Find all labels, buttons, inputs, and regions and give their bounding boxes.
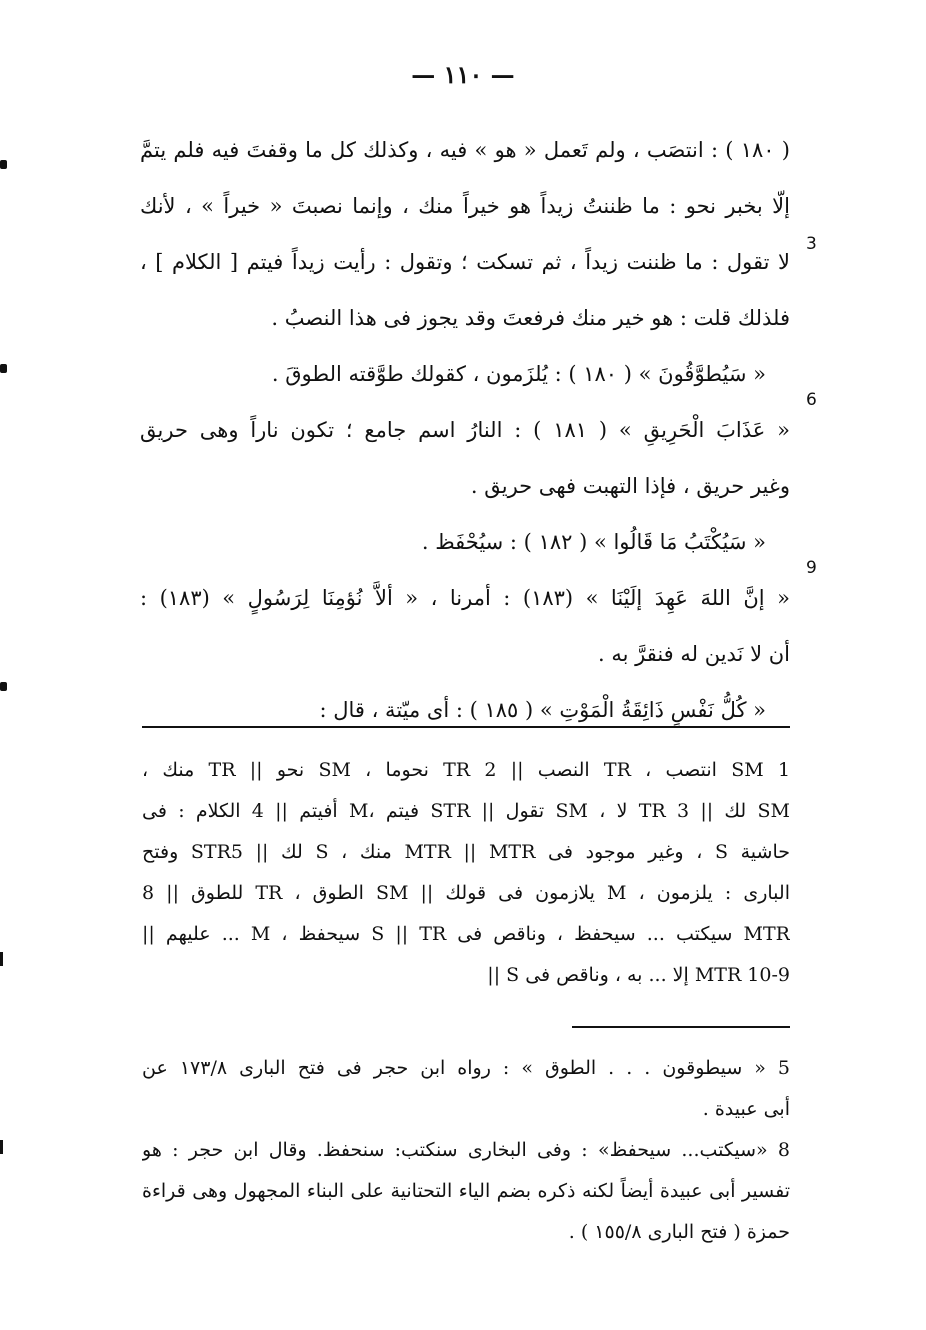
text-line: إلّا بخبر نحو : ما ظننتُ زيداً هو خيراً منك ، وإنما نصبتَ « خيراً » ، لأنك bbox=[140, 194, 790, 218]
text-line: فلذلك قلت : هو خير منك فرفعتَ وقد يجوز فى هذا النصبُ . bbox=[271, 306, 790, 330]
commentary-line: 8 «سيكتب... سيحفظ» : وفى البخارى سنكتب: سنحفظ. وقال ابن حجر : هو bbox=[142, 1139, 790, 1161]
page-number: — ١١٠ — bbox=[411, 60, 515, 89]
line-number: 6 bbox=[806, 390, 817, 410]
text-line: « إنَّ اللهَ عَهِدَ إلَيْنَا » (١٨٣) : أمرنا ، « ألاَّ نُؤمِنَا لِرَسُولٍ » (١٨٣) : bbox=[140, 586, 790, 610]
commentary-line: 5 « سيطوقون . . . الطوق » : رواه ابن حجر فى فتح البارى ١٧٣/٨ عن bbox=[142, 1057, 790, 1079]
margin-mark bbox=[0, 160, 7, 169]
apparatus-line: SM لك || TR 3 لا ، SM تقول || STR فيتم ،M أفيتم || 4 الكلام : فى bbox=[142, 800, 790, 822]
commentary-notes bbox=[142, 1048, 790, 1253]
text-line: وغير حريق ، فإذا التهبت فهى حريق . bbox=[470, 474, 790, 498]
margin-mark bbox=[0, 364, 7, 373]
margin-tick bbox=[0, 952, 3, 966]
line-number: 3 bbox=[806, 234, 817, 254]
main-text bbox=[140, 122, 790, 738]
apparatus-line: 1 SM انتصب ، TR النصب || 2 TR نحوما ، SM نحو || TR منك ، bbox=[142, 759, 790, 781]
text-line: « سَيُكْتَبُ مَا قَالُوا » ( ١٨٢ ) : سيُحْفَظ . bbox=[421, 530, 766, 554]
text-line: أن لا نَدين له فنقرَّ به . bbox=[597, 642, 790, 666]
commentary-divider bbox=[572, 1026, 790, 1028]
text-line: لا تقول : ما ظننت زيداً ، ثم تسكت ؛ وتقول : رأيت زيداً فيتم [ الكلام ] ، bbox=[140, 250, 790, 274]
apparatus-line: MTR 10-9 إلا ... به ، وناقص فى S || bbox=[487, 964, 790, 986]
text-line: « عَذَابَ الْحَرِيقِ » ( ١٨١ ) : النارُ اسم جامع ؛ تكون ناراً وهى حريق bbox=[140, 418, 790, 442]
commentary-line: تفسير أبى عبيدة أيضاً لكنه ذكره بضم الياء التحتانية على البناء المجهول وهى قراءة bbox=[142, 1180, 790, 1202]
margin-tick bbox=[0, 1140, 3, 1154]
critical-apparatus bbox=[142, 750, 790, 996]
text-line: « كُلُّ نَفْسٍ ذَائِقَةُ الْمَوْتِ » ( ١٨٥ ) : أى ميّتة ، قال : bbox=[319, 698, 766, 722]
line-number: 9 bbox=[806, 558, 817, 578]
apparatus-line: حاشية S ، وغير موجود فى MTR || MTR منك ، S لك || STR5 وفتح bbox=[142, 841, 790, 863]
text-line: ( ١٨٠ ) : انتصَب ، ولم تَعمل « هو » فيه ، وكذلك كل ما وقفتَ فيه فلم يتمَّ bbox=[140, 138, 790, 162]
apparatus-divider bbox=[142, 726, 790, 728]
commentary-line: حمزة ( فتح البارى ١٥٥/٨ ) . bbox=[568, 1221, 790, 1243]
apparatus-line: MTR سيكتب ... سيحفظ ، وناقص فى S || TR سيحفظ ، M ... عليهم || bbox=[142, 923, 790, 945]
text-line: « سَيُطوَّقُونَ » ( ١٨٠ ) : يُلزَمون ، كقولك طوَّقته الطوقَ . bbox=[271, 362, 766, 386]
margin-mark bbox=[0, 682, 7, 691]
commentary-line: أبى عبيدة . bbox=[702, 1098, 790, 1120]
apparatus-line: البارى : يلزمون ، M يلازمون فى قولك || SM الطوق ، TR للطوق || 8 bbox=[142, 882, 790, 904]
